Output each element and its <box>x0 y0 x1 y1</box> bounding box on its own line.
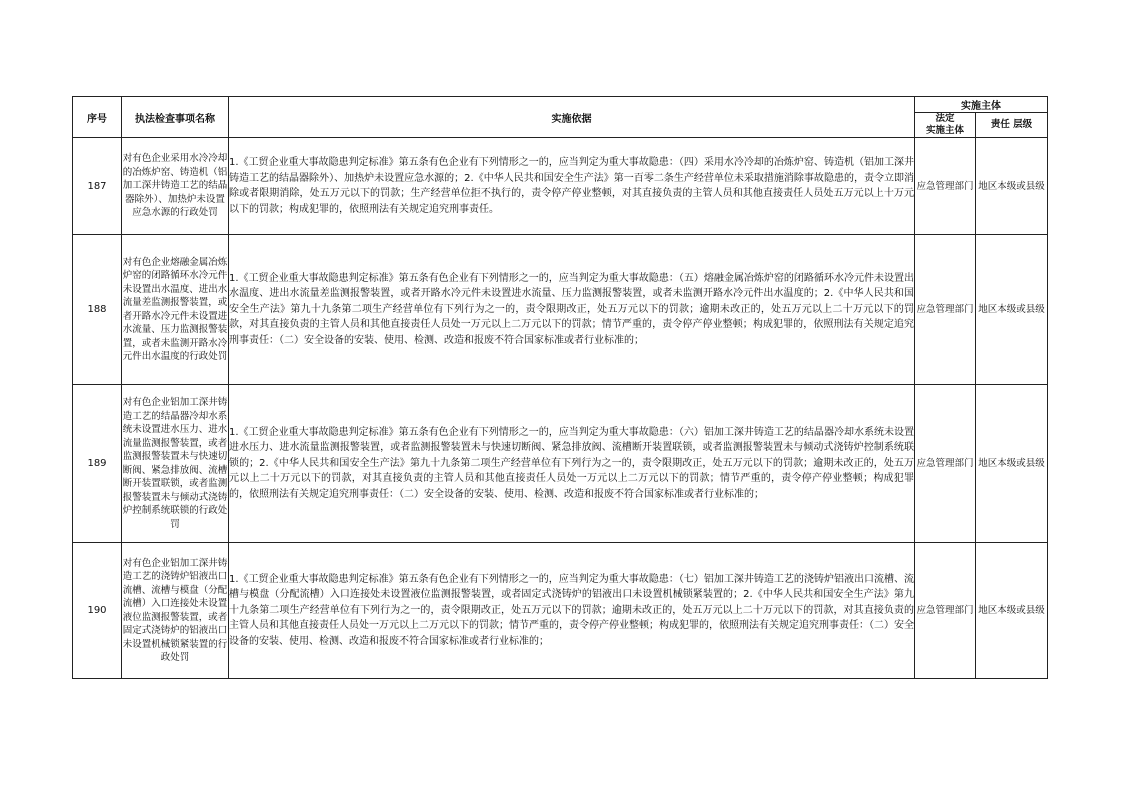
row-number: 187 <box>73 138 122 235</box>
level-cell: 地区本级或县级 <box>976 138 1048 235</box>
header-legal-subject: 法定 实施主体 <box>915 113 976 138</box>
legal-subject-cell: 应急管理部门 <box>915 543 976 679</box>
item-name-cell: 对有色企业铝加工深井铸造工艺的浇铸炉铝液出口流槽、流槽与模盘（分配流槽）入口连接处未设置液位监测报警装置，或者固定式浇铸炉的铝液出口未设置机械锁紧装置的行政处罚 <box>122 543 229 679</box>
table-row <box>73 235 1048 385</box>
row-number: 188 <box>73 235 122 385</box>
legal-subject-cell: 应急管理部门 <box>915 138 976 235</box>
row-number: 190 <box>73 543 122 679</box>
basis-cell: 1.《工贸企业重大事故隐患判定标准》第五条有色企业有下列情形之一的，应当判定为重大事故隐患：（七）铝加工深井铸造工艺的浇铸炉铝液出口流槽、流槽与模盘（分配流槽）入口连接处未设置液位监测报警装置，或者固定式浇铸炉的铝液出口未设置机械锁紧装置的；2.《中华人民共和国安全生产法》第九十九条第二项生产经营单位有下列行为之一的，责令限期改正，处五万元以下的罚款；逾期未改正的，处五万元以上二十万元以下的罚款，对其直接负责的主管人员和其他直接责任人员处一万元以上二万元以下的罚款；情节严重的，责令停产停业整顿；构成犯罪的，依照刑法有关规定追究刑事责任：（二）安全设备的安装、使用、检测、改造和报废不符合国家标准或者行业标准的； <box>229 543 915 679</box>
header-seq: 序号 <box>73 97 122 138</box>
level-cell: 地区本级或县级 <box>976 543 1048 679</box>
basis-cell: 1.《工贸企业重大事故隐患判定标准》第五条有色企业有下列情形之一的，应当判定为重大事故隐患：（四）采用水冷冷却的冶炼炉窑、铸造机（铝加工深井铸造工艺的结晶器除外）、加热炉未设置应急水源的；2.《中华人民共和国安全生产法》第一百零二条生产经营单位未采取措施消除事故隐患的，责令立即消除或者限期消除，处五万元以下的罚款；生产经营单位拒不执行的，责令停产停业整顿，对其直接负责的主管人员和其他直接责任人员处五万元以上十万元以下的罚款；构成犯罪的，依照刑法有关规定追究刑事责任。 <box>229 138 915 235</box>
row-number: 189 <box>73 385 122 543</box>
legal-subject-cell: 应急管理部门 <box>915 235 976 385</box>
item-name-cell: 对有色企业采用水冷冷却的冶炼炉窑、铸造机（铝加工深井铸造工艺的结晶器除外）、加热炉未设置应急水源的行政处罚 <box>122 138 229 235</box>
table-row <box>73 543 1048 679</box>
basis-cell: 1.《工贸企业重大事故隐患判定标准》第五条有色企业有下列情形之一的，应当判定为重大事故隐患：（六）铝加工深井铸造工艺的结晶器冷却水系统未设置进水压力、进水流量监测报警装置，或者监测报警装置未与快速切断阀、紧急排放阀、流槽断开装置联锁，或者监测报警装置未与倾动式浇铸炉控制系统联锁的；2.《中华人民共和国安全生产法》第九十九条第二项生产经营单位有下列行为之一的，责令限期改正，处五万元以下的罚款；逾期未改正的，处五万元以上二十万元以下的罚款，对其直接负责的主管人员和其他直接责任人员处一万元以上二万元以下的罚款；情节严重的，责令停产停业整顿；构成犯罪的，依照刑法有关规定追究刑事责任：（二）安全设备的安装、使用、检测、改造和报废不符合国家标准或者行业标准的； <box>229 385 915 543</box>
header-basis: 实施依据 <box>229 97 915 138</box>
basis-cell: 1.《工贸企业重大事故隐患判定标准》第五条有色企业有下列情形之一的，应当判定为重大事故隐患：（五）熔融金属冶炼炉窑的闭路循环水冷元件未设置出水温度、进出水流量差监测报警装置，或者开路水冷元件未设置进水流量、压力监测报警装置，或者未监测开路水冷元件出水温度的；2.《中华人民共和国安全生产法》第九十九条第二项生产经营单位有下列行为之一的，责令限期改正，处五万元以下的罚款；逾期未改正的，处五万元以上二十万元以下的罚款，对其直接负责的主管人员和其他直接责任人员处一万元以上二万元以下的罚款；情节严重的，责令停产停业整顿；构成犯罪的，依照刑法有关规定追究刑事责任：（二）安全设备的安装、使用、检测、改造和报废不符合国家标准或者行业标准的； <box>229 235 915 385</box>
item-name-cell: 对有色企业铝加工深井铸造工艺的结晶器冷却水系统未设置进水压力、进水流量监测报警装置，或者监测报警装置未与快速切断阀、紧急排放阀、流槽断开装置联锁，或者监测报警装置未与倾动式浇铸炉控制系统联锁的行政处罚 <box>122 385 229 543</box>
header-subject: 实施主体 <box>915 97 1048 113</box>
legal-subject-cell: 应急管理部门 <box>915 385 976 543</box>
level-cell: 地区本级或县级 <box>976 385 1048 543</box>
table-row <box>73 385 1048 543</box>
header-item-name: 执法检查事项名称 <box>122 97 229 138</box>
header-level: 责任 层级 <box>976 113 1048 138</box>
enforcement-items-table <box>72 96 1048 679</box>
item-name-cell: 对有色企业熔融金属冶炼炉窑的闭路循环水冷元件未设置出水温度、进出水流量差监测报警装置，或者开路水冷元件未设置进水流量、压力监测报警装置，或者未监测开路水冷元件出水温度的行政处罚 <box>122 235 229 385</box>
level-cell: 地区本级或县级 <box>976 235 1048 385</box>
table-row <box>73 138 1048 235</box>
